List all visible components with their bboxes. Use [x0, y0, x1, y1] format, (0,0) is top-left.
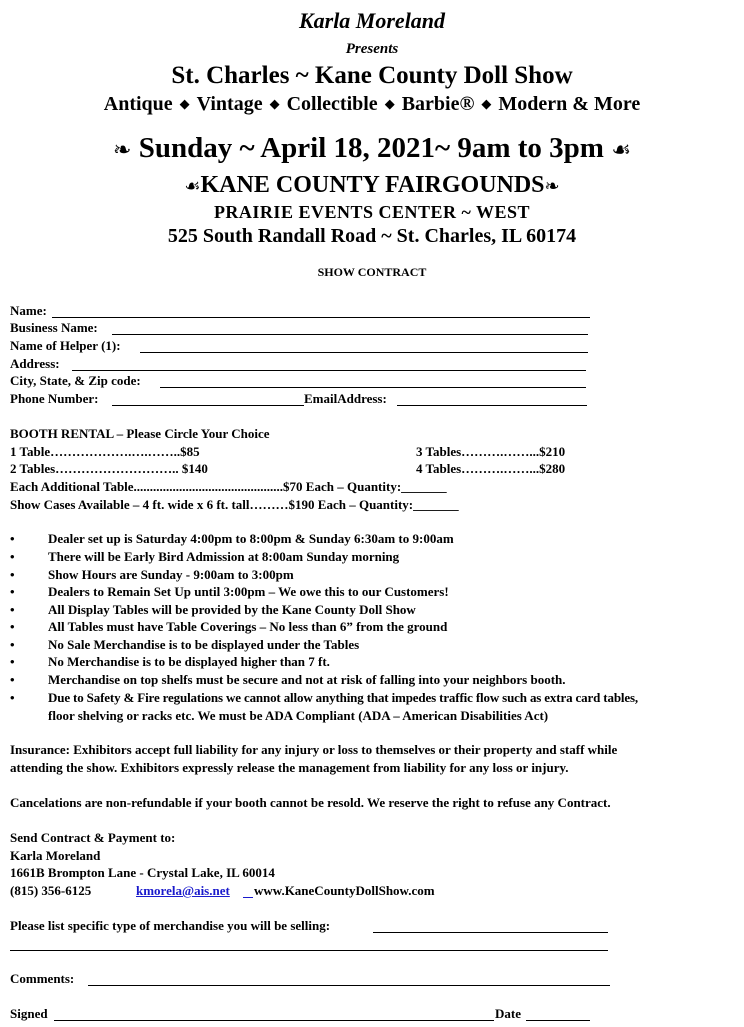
insurance-text-1: Insurance: Exhibitors accept full liability for any injury or loss to themselves or their property and staff while — [10, 742, 618, 757]
city-state-zip-field[interactable] — [160, 387, 586, 388]
signed-label: Signed — [10, 1006, 48, 1021]
bullet-icon: • — [10, 654, 15, 669]
contact-phone: (815) 356-6125 — [10, 883, 92, 898]
rule-item: Merchandise on top shelfs must be secure and not at risk of falling into your neighbors booth. — [48, 672, 566, 687]
city-state-zip-label: City, State, & Zip code: — [10, 373, 141, 388]
show-title: St. Charles ~ Kane County Doll Show — [171, 62, 573, 89]
venue-ornament-left-icon: ☙ — [184, 176, 201, 197]
booth-one-table[interactable]: 1 Table……………….….……..$85 — [10, 444, 200, 459]
show-date-text: Sunday ~ April 18, 2021~ 9am to 3pm — [138, 132, 604, 164]
bullet-icon: • — [10, 637, 15, 652]
bullet-icon: • — [10, 690, 15, 705]
date-field[interactable] — [526, 1020, 590, 1021]
rule-item: Show Hours are Sunday - 9:00am to 3:00pm — [48, 567, 294, 582]
booth-additional-table[interactable]: Each Additional Table..............................................$70 Each – Quantity:_______ — [10, 479, 447, 494]
business-name-field[interactable] — [112, 334, 588, 335]
category-list — [0, 93, 744, 116]
cancelation-text: Cancelations are non-refundable if your booth cannot be resold. We reserve the right to refuse any Contract. — [10, 795, 611, 810]
category-vintage: Vintage — [196, 93, 263, 115]
address-field[interactable] — [72, 370, 586, 371]
rule-item: All Display Tables will be provided by the Kane County Doll Show — [48, 602, 416, 617]
diamond-icon: ◆ — [269, 96, 280, 111]
booth-two-tables[interactable]: 2 Tables……………………….. $140 — [10, 461, 208, 476]
address-label: Address: — [10, 356, 60, 371]
diamond-icon: ◆ — [384, 96, 395, 111]
diamond-icon: ◆ — [481, 96, 492, 111]
bullet-icon: • — [10, 584, 15, 599]
ornament-left-icon: ❧ — [113, 138, 132, 163]
contact-street: 1661B Brompton Lane - Crystal Lake, IL 60014 — [10, 865, 275, 880]
bullet-icon: • — [10, 549, 15, 564]
rule-item: No Merchandise is to be displayed higher than 7 ft. — [48, 654, 330, 669]
ornament-right-icon: ☙ — [611, 138, 631, 163]
booth-show-cases[interactable]: Show Cases Available – 4 ft. wide x 6 ft. tall………$190 Each – Quantity:_______ — [10, 497, 459, 512]
rule-item: There will be Early Bird Admission at 8:00am Sunday morning — [48, 549, 400, 564]
bullet-icon: • — [10, 672, 15, 687]
comments-field[interactable] — [88, 985, 610, 986]
email-field[interactable] — [397, 405, 587, 406]
name-field[interactable] — [52, 317, 590, 318]
venue-name-text: KANE COUNTY FAIRGOUNDS — [200, 172, 545, 198]
rule-item: Due to Safety & Fire regulations we cannot allow anything that impedes traffic flow such as extra card tables, — [48, 690, 638, 705]
comments-label: Comments: — [10, 971, 75, 986]
bullet-icon: • — [10, 602, 15, 617]
bullet-icon: • — [10, 619, 15, 634]
show-date — [0, 132, 744, 165]
signature-field[interactable] — [54, 1020, 494, 1021]
booth-heading: BOOTH RENTAL – Please Circle Your Choice — [10, 426, 270, 441]
insurance-text-2: attending the show. Exhibitors expressly release the management from liability for any loss or injury. — [10, 760, 569, 775]
booth-three-tables[interactable]: 3 Tables……….……...$210 — [416, 444, 566, 459]
contact-email-link[interactable]: kmorela@ais.net — [136, 883, 230, 898]
send-to-label: Send Contract & Payment to: — [10, 830, 176, 845]
bullet-icon: • — [10, 531, 15, 546]
booth-four-tables[interactable]: 4 Tables……….……...$280 — [416, 461, 566, 476]
rule-item: Dealers to Remain Set Up until 3:00pm – We owe this to our Customers! — [48, 584, 449, 599]
bullet-icon: • — [10, 567, 15, 582]
event-center: PRAIRIE EVENTS CENTER ~ WEST — [213, 202, 531, 222]
business-name-label: Business Name: — [10, 320, 98, 335]
merchandise-field-line-2[interactable] — [10, 950, 608, 951]
helper-name-label: Name of Helper (1): — [10, 338, 121, 353]
category-barbie: Barbie® — [401, 93, 475, 115]
name-label: Name: — [10, 303, 47, 318]
category-antique: Antique — [103, 93, 173, 115]
email-label: EmailAddress: — [304, 391, 387, 406]
phone-field[interactable] — [112, 405, 304, 406]
date-label: Date — [495, 1006, 521, 1021]
rule-item-continuation: floor shelving or racks etc. We must be ADA Compliant (ADA – American Disabilities Act) — [48, 708, 549, 723]
category-modern: Modern & More — [498, 93, 641, 115]
diamond-icon: ◆ — [179, 96, 190, 111]
contract-title: SHOW CONTRACT — [317, 265, 427, 279]
presents-label: Presents — [345, 41, 399, 57]
contact-name: Karla Moreland — [10, 848, 101, 863]
merchandise-field[interactable] — [373, 932, 608, 933]
venue-address: 525 South Randall Road ~ St. Charles, IL 60174 — [167, 225, 577, 247]
email-underline-tail — [243, 897, 253, 898]
phone-label: Phone Number: — [10, 391, 99, 406]
rule-item: All Tables must have Table Coverings – No less than 6” from the ground — [48, 619, 448, 634]
presenter-name: Karla Moreland — [298, 8, 446, 33]
rule-item: No Sale Merchandise is to be displayed under the Tables — [48, 637, 360, 652]
venue-name — [0, 172, 744, 199]
helper-name-field[interactable] — [140, 352, 588, 353]
rule-item: Dealer set up is Saturday 4:00pm to 8:00pm & Sunday 6:30am to 9:00am — [48, 531, 454, 546]
merchandise-label: Please list specific type of merchandise you will be selling: — [10, 918, 331, 933]
venue-ornament-right-icon: ❧ — [544, 176, 560, 197]
contact-website[interactable]: www.KaneCountyDollShow.com — [254, 883, 435, 898]
category-collectible: Collectible — [286, 93, 378, 115]
